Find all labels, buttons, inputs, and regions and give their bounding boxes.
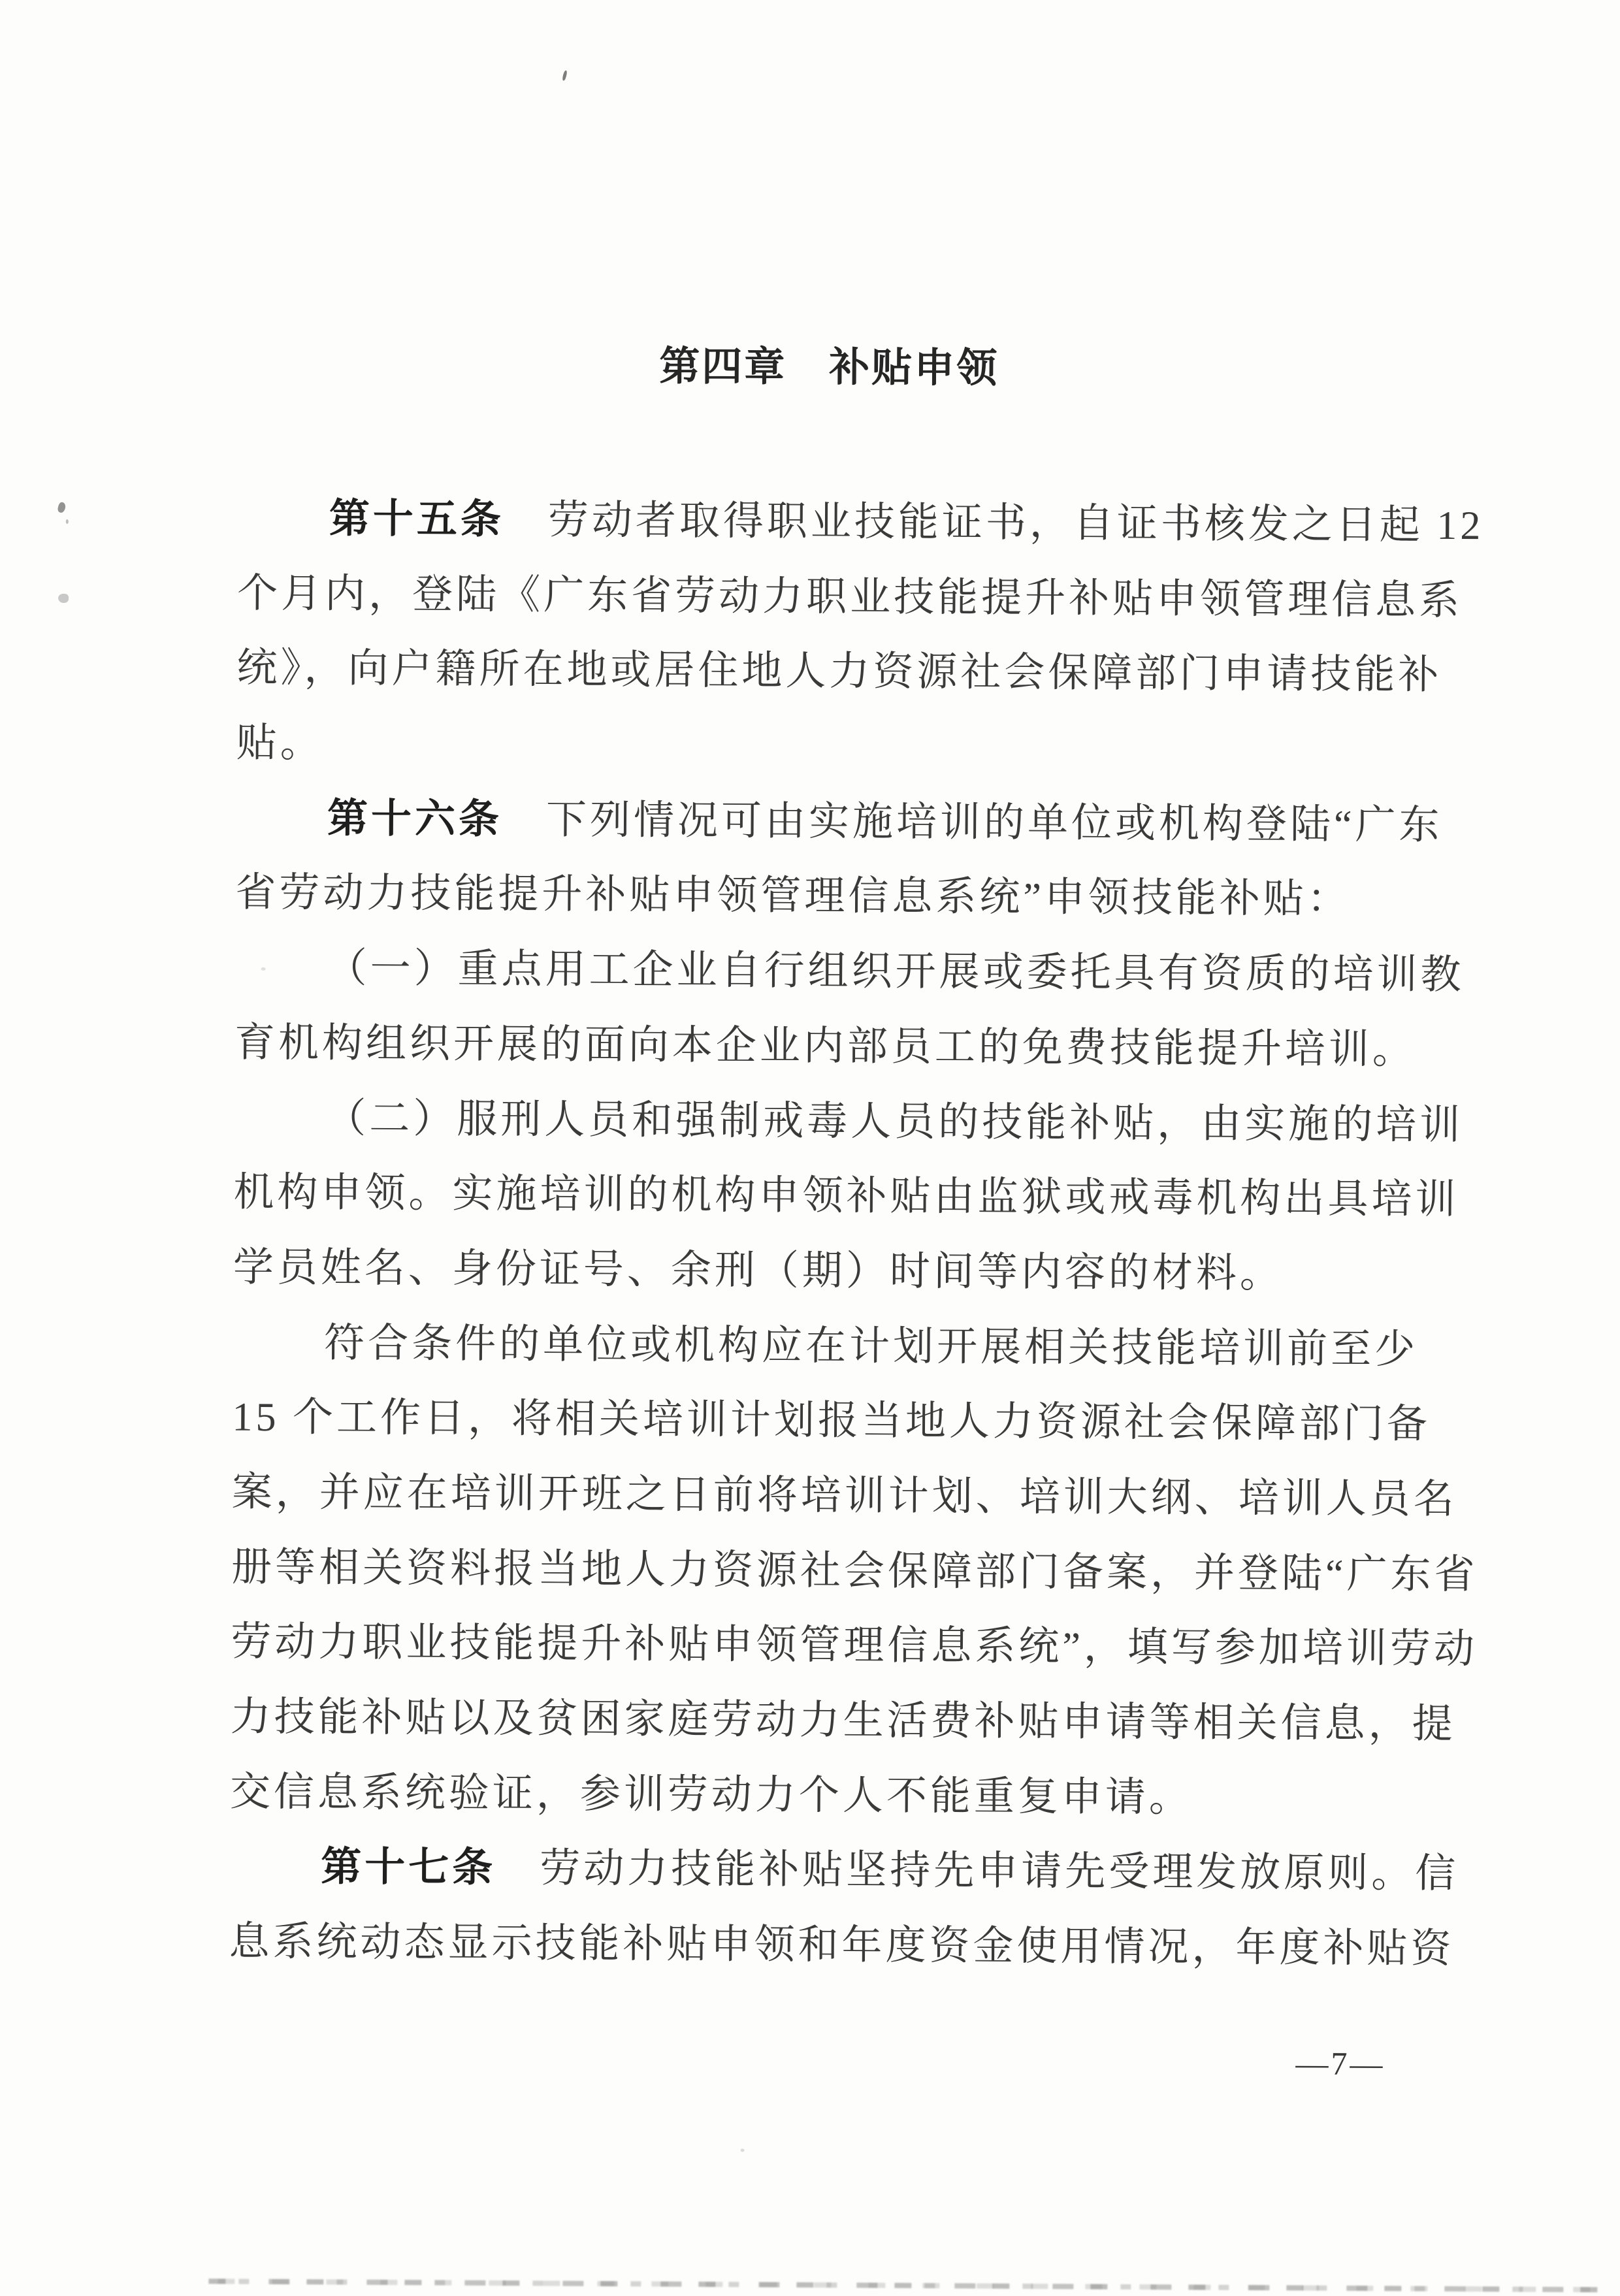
text-line (232, 1380, 1431, 1463)
line-text: 案，并应在培训开班之日前将培训计划、培训大纲、培训人员名 (231, 1470, 1457, 1522)
scan-speck (741, 2148, 745, 2152)
article-number: 第十七条 (321, 1845, 496, 1891)
scan-speck (261, 967, 266, 971)
line-text: 贴。 (236, 720, 324, 766)
text-line (234, 1080, 1464, 1163)
text-line (235, 931, 1465, 1013)
cutoff-text-edge (208, 2278, 1600, 2292)
text-line (234, 1005, 1417, 1088)
text-line (229, 1830, 1459, 1912)
line-text: 育机构组织开展的面向本企业内部员工的免费技能提升培训。 (234, 1020, 1417, 1073)
text-line (236, 706, 1396, 788)
text-line (229, 1905, 1455, 1987)
text-line (233, 1156, 1459, 1238)
line-text: 交信息系统验证，参训劳动力个人不能重复申请。 (229, 1770, 1193, 1820)
line-text: 力技能补贴以及贫困家庭劳动力生活费补贴申请等相关信息，提 (230, 1694, 1456, 1747)
text-line (231, 1530, 1478, 1612)
article-number: 第十五条 (329, 496, 505, 543)
text-line (237, 481, 1484, 564)
line-text: 符合条件的单位或机构应在计划开展相关技能培训前至少 (323, 1321, 1419, 1372)
scan-speck (66, 519, 69, 524)
text-line (236, 556, 1463, 638)
text-line (233, 1305, 1419, 1387)
line-text: 劳动力职业技能提升补贴申领管理信息系统”，填写参加培训劳动 (231, 1619, 1478, 1672)
line-text: （二）服刑人员和强制戒毒人员的技能补贴，由实施的培训 (325, 1095, 1464, 1148)
text-line (231, 1605, 1478, 1687)
text-line (233, 1230, 1393, 1312)
line-text: 机构申领。实施培训的机构申领补贴由监狱或戒毒机构出具培训 (233, 1170, 1459, 1223)
line-text: （一）重点用工企业自行组织开展或委托具有资质的培训教 (326, 946, 1465, 998)
line-text: 个月内，登陆《广东省劳动力职业技能提升补贴申领管理信息系 (236, 571, 1463, 623)
page-number: —7— (1295, 2045, 1385, 2082)
text-line (236, 781, 1443, 863)
chapter-title: 第四章 补贴申领 (659, 344, 999, 391)
line-text: 省劳动力技能提升补贴申领管理信息系统”申领技能补贴： (235, 871, 1352, 922)
text-line (230, 1754, 1390, 1837)
line-text: 劳动者取得职业技能证书，自证书核发之日起 12 (504, 498, 1484, 549)
line-text: 下列情况可由实施培训的单位或机构登陆“广东 (502, 797, 1443, 848)
body-lines (229, 481, 1484, 1987)
line-text: 劳动力技能补贴坚持先申请先受理发放原则。信 (496, 1846, 1459, 1897)
scan-speck (58, 594, 69, 603)
line-text: 息系统动态显示技能补贴申领和年度资金使用情况，年度补贴资 (229, 1919, 1455, 1972)
article-number: 第十六条 (327, 796, 503, 842)
text-line (236, 631, 1442, 713)
line-text: 册等相关资料报当地人力资源社会保障部门备案，并登陆“广东省 (231, 1545, 1478, 1597)
text-line (230, 1680, 1456, 1762)
line-text: 统》，向户籍所在地或居住地人力资源社会保障部门申请技能补 (236, 646, 1442, 698)
text-line (235, 856, 1395, 938)
scan-speck (562, 70, 568, 81)
line-text: 学员姓名、身份证号、余刑（期）时间等内容的材料。 (233, 1245, 1284, 1297)
text-line (231, 1455, 1457, 1538)
line-text: 15 个工作日，将相关培训计划报当地人力资源社会保障部门备 (232, 1395, 1431, 1447)
scan-speck (57, 502, 67, 514)
